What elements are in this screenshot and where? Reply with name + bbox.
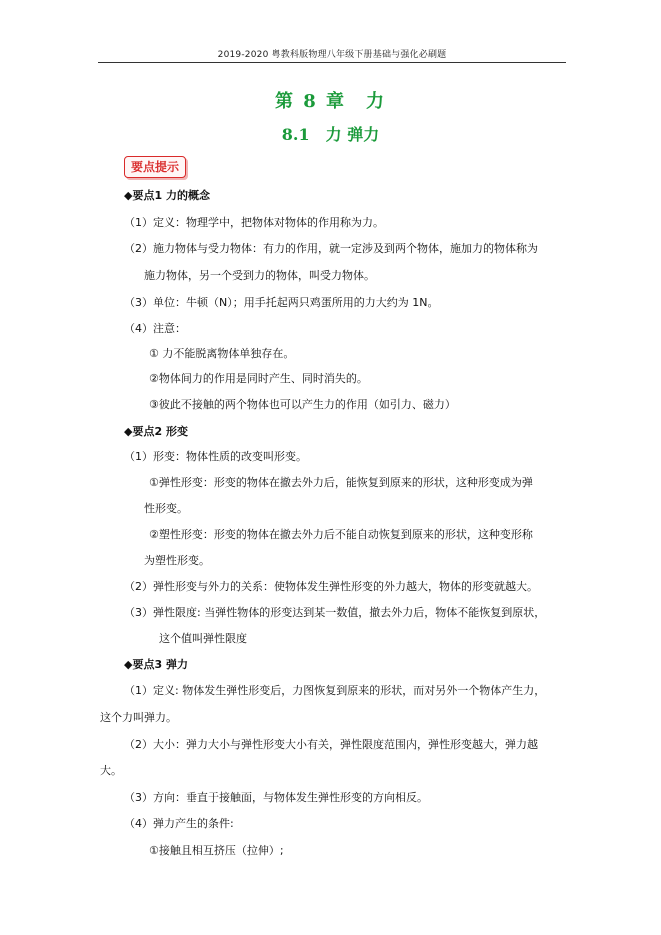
body-line: （3）弹性限度: 当弹性物体的形变达到某一数值，撤去外力后，物体不能恢复到原状， — [124, 606, 546, 619]
body-line: （1）定义：物理学中，把物体对物体的作用称为力。 — [124, 216, 384, 229]
body-line: 大。 — [100, 764, 122, 777]
section-title: 8.1 力 弹力 — [281, 125, 380, 144]
body-line: （4）注意： — [124, 322, 186, 335]
body-line: 性形变。 — [144, 502, 188, 515]
body-line: （4）弹力产生的条件: — [124, 817, 234, 830]
body-line: ①弹性形变：形变的物体在撤去外力后，能恢复到原来的形状，这种形变成为弹 — [149, 476, 533, 489]
body-line: ②塑性形变：形变的物体在撤去外力后不能自动恢复到原来的形状，这种变形称 — [149, 528, 533, 541]
header-rule — [98, 62, 566, 63]
body-line: 施力物体，另一个受到力的物体，叫受力物体。 — [144, 269, 375, 282]
page-header: 2019-2020 粤教科版物理八年级下册基础与强化必刷题 — [217, 50, 447, 60]
body-line: （2）大小：弹力大小与弹性形变大小有关，弹性限度范围内，弹性形变越大，弹力越 — [124, 738, 538, 751]
chapter-title: 第 8 章 力 — [274, 91, 387, 112]
body-line: （2）弹性形变与外力的关系：使物体发生弹性形变的外力越大，物体的形变就越大。 — [124, 580, 538, 593]
body-line: （3）方向：垂直于接触面，与物体发生弹性形变的方向相反。 — [124, 791, 428, 804]
key-point-1-heading: ◆要点1 力的概念 — [124, 189, 210, 202]
body-line: ②物体间力的作用是同时产生、同时消失的。 — [149, 372, 368, 385]
body-line: （2）施力物体与受力物体：有力的作用，就一定涉及到两个物体，施加力的物体称为 — [124, 242, 538, 255]
body-line: ③彼此不接触的两个物体也可以产生力的作用（如引力、磁力） — [149, 398, 456, 411]
body-line: （3）单位：牛顿（N）；用手托起两只鸡蛋所用的力大约为 1N。 — [124, 296, 439, 309]
body-line: ①接触且相互挤压（拉伸）; — [149, 844, 284, 857]
body-line: 这个值叫弹性限度 — [159, 632, 247, 645]
key-point-3-heading: ◆要点3 弹力 — [124, 658, 188, 671]
key-points-label: 要点提示 — [124, 156, 186, 178]
body-line: ① 力不能脱离物体单独存在。 — [149, 347, 295, 360]
body-line: 为塑性形变。 — [144, 554, 210, 567]
key-point-2-heading: ◆要点2 形变 — [124, 425, 188, 438]
body-line: （1）形变：物体性质的改变叫形变。 — [124, 450, 307, 463]
body-line: 这个力叫弹力。 — [100, 711, 177, 724]
body-line: （1）定义: 物体发生弹性形变后，力图恢复到原来的形状，而对另外一个物体产生力， — [124, 684, 546, 697]
